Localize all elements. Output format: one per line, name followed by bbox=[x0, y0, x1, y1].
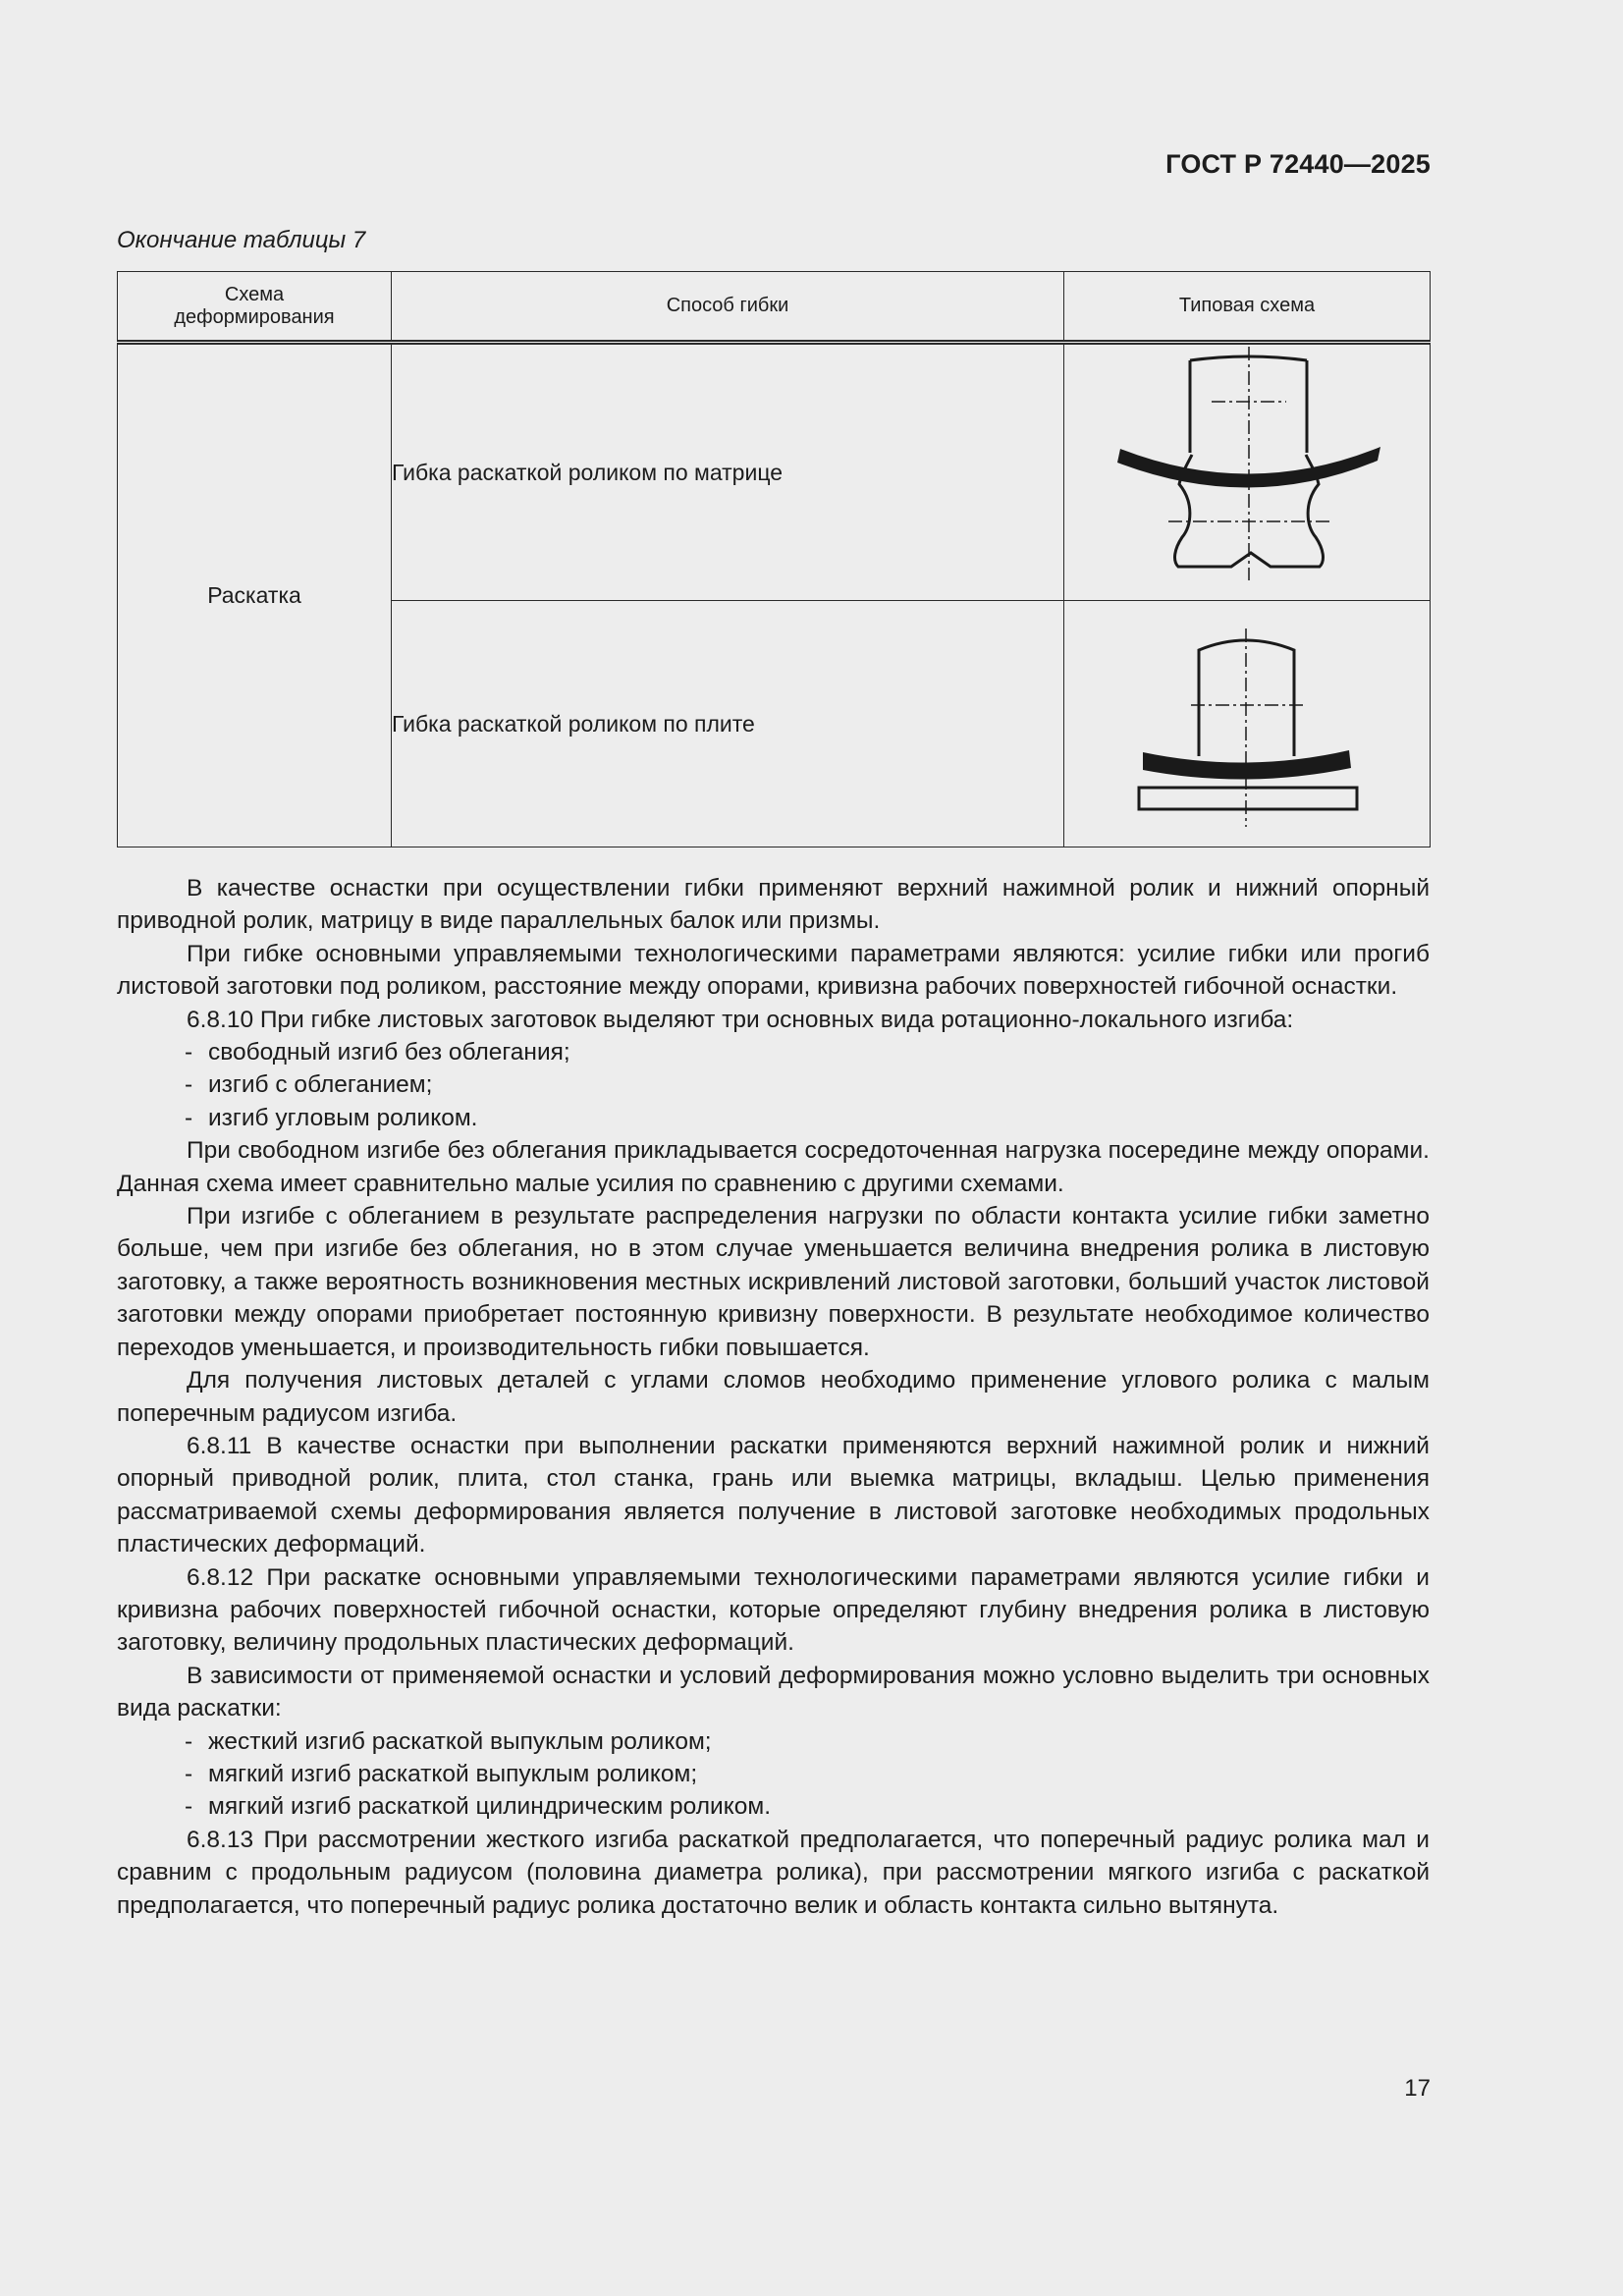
method-cell: Гибка раскаткой роликом по матрице bbox=[392, 343, 1064, 601]
list-item-text: жесткий изгиб раскаткой выпуклым роликом; bbox=[208, 1727, 712, 1755]
bending-table bbox=[117, 271, 1431, 847]
table-header-row bbox=[118, 272, 1431, 343]
column-header-method: Способ гибки bbox=[392, 272, 1064, 343]
body-text bbox=[117, 872, 1430, 1922]
roller-over-die-diagram bbox=[1064, 345, 1431, 595]
paragraph: В качестве оснастки при осуществлении гибки применяют верхний нажимной ролик и нижний опорный приводной ролик, матрицу в виде параллельных балок или призмы. bbox=[117, 875, 1430, 935]
paragraph: 6.8.12 При раскатке основными управляемыми технологическими параметрами являются усилие гибки и кривизна рабочих поверхностей гибочной оснастки, которые определяют глубину внедрения ролика в листовую заготовку, величину продольных пластических деформаций. bbox=[117, 1563, 1430, 1657]
list-item-text: мягкий изгиб раскаткой цилиндрическим роликом. bbox=[208, 1793, 771, 1821]
list-item bbox=[117, 1102, 1430, 1134]
list-item bbox=[117, 1068, 1430, 1101]
list-item bbox=[117, 1725, 1430, 1758]
list-dash: - bbox=[185, 1071, 193, 1099]
list-dash: - bbox=[185, 1104, 193, 1131]
page-number: 17 bbox=[1404, 2075, 1431, 2102]
list-item bbox=[117, 1790, 1430, 1823]
list-item bbox=[117, 1036, 1430, 1068]
document-code: ГОСТ Р 72440—2025 bbox=[1165, 149, 1431, 179]
column-header-figure: Типовая схема bbox=[1064, 272, 1431, 343]
list-dash: - bbox=[185, 1793, 193, 1821]
method-cell: Гибка раскаткой роликом по плите bbox=[392, 601, 1064, 847]
paragraph: При изгибе с облеганием в результате распределения нагрузки по области контакта усилие гибки заметно больше, чем при изгибе без облегания, но в этом случае уменьшается величина внедрения ролика в листовую заготовку, а также вероятность возникновения местных искривлений листовой заготовки, больший участок листовой заготовки между опорами приобретает постоянную кривизну поверхности. В результате необходимое количество переходов уменьшается, и производительность гибки повышается. bbox=[117, 1203, 1430, 1361]
list-item-text: свободный изгиб без облегания; bbox=[208, 1039, 570, 1066]
list-item bbox=[117, 1758, 1430, 1790]
roller-over-plate-diagram bbox=[1064, 601, 1431, 842]
paragraph: 6.8.10 При гибке листовых заготовок выделяют три основных вида ротационно-локального изгиба: bbox=[187, 1006, 1294, 1033]
table-caption: Окончание таблицы 7 bbox=[117, 227, 366, 253]
list-item-text: изгиб с облеганием; bbox=[208, 1071, 433, 1099]
paragraph: 6.8.13 При рассмотрении жесткого изгиба раскаткой предполагается, что поперечный радиус ролика мал и сравним с продольным радиусом (половина диаметра ролика), при рассмотрении мягкого изгиба с раскаткой предполагается, что поперечный радиус ролика достаточно велик и область контакта сильно вытянута. bbox=[117, 1826, 1430, 1919]
list-item-text: изгиб угловым роликом. bbox=[208, 1104, 478, 1131]
column-header-scheme: Схема деформирования bbox=[118, 272, 392, 343]
list-dash: - bbox=[185, 1039, 193, 1066]
paragraph: При гибке основными управляемыми технологическими параметрами являются: усилие гибки или прогиб листовой заготовки под роликом, расстояние между опорами, кривизна рабочих поверхностей гибочной оснастки. bbox=[117, 940, 1430, 1001]
figure-cell bbox=[1064, 343, 1431, 601]
list-dash: - bbox=[185, 1760, 193, 1787]
paragraph: В зависимости от применяемой оснастки и условий деформирования можно условно выделить три основных вида раскатки: bbox=[117, 1662, 1430, 1722]
paragraph: При свободном изгибе без облегания прикладывается сосредоточенная нагрузка посередине между опорами. Данная схема имеет сравнительно малые усилия по сравнению с другими схемами. bbox=[117, 1137, 1430, 1197]
figure-cell bbox=[1064, 601, 1431, 847]
paragraph: 6.8.11 В качестве оснастки при выполнении раскатки применяются верхний нажимной ролик и нижний опорный приводной ролик, плита, стол станка, грань или выемка матрицы, вкладыш. Целью применения рассматриваемой схемы деформирования является получение в листовой заготовке необходимых продольных пластических деформаций. bbox=[117, 1432, 1430, 1558]
list-item-text: мягкий изгиб раскаткой выпуклым роликом; bbox=[208, 1760, 698, 1787]
scheme-cell: Раскатка bbox=[118, 343, 392, 847]
table-row bbox=[118, 343, 1431, 601]
list-dash: - bbox=[185, 1727, 193, 1755]
paragraph: Для получения листовых деталей с углами сломов необходимо применение углового ролика с малым поперечным радиусом изгиба. bbox=[117, 1367, 1430, 1427]
